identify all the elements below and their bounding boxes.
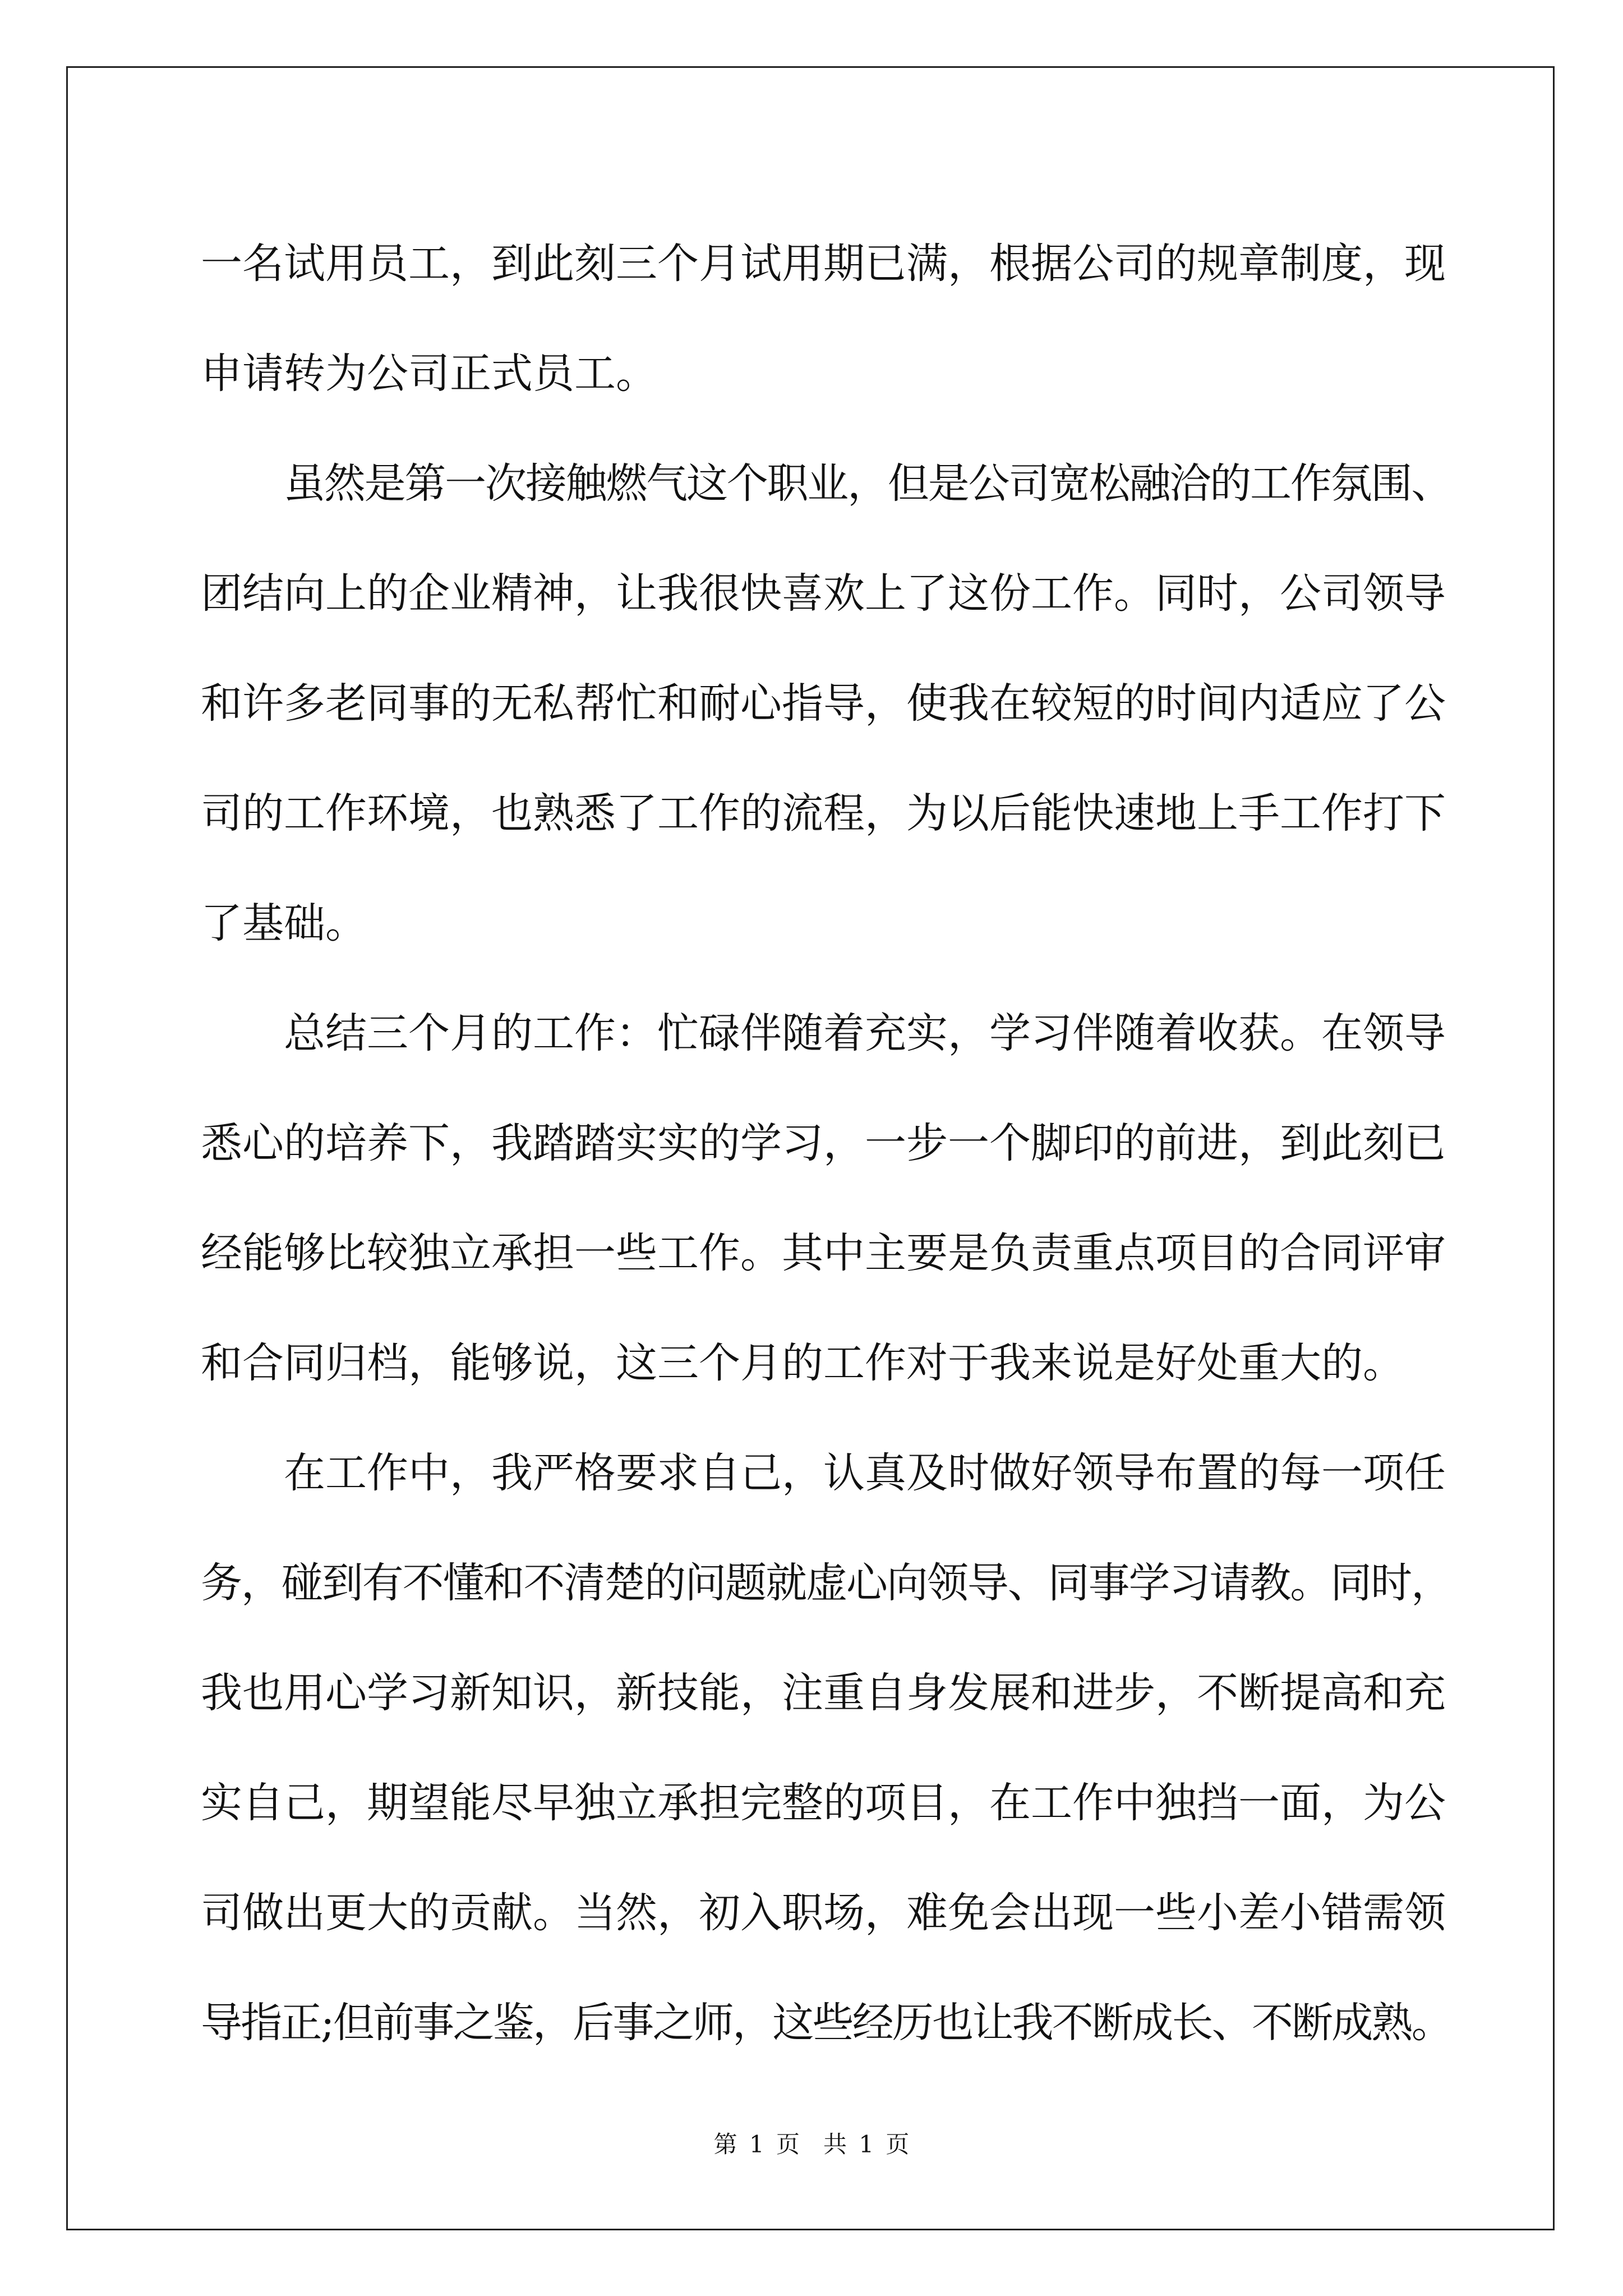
paragraph-first-line: 总结三个月的工作：忙碌伴随着充实，学习伴随着收获。在领导 [284, 1009, 1446, 1057]
text-line: 一名试用员工，到此刻三个月试用期已满，根据公司的规章制度，现 [201, 240, 1446, 288]
paragraph-first-line: 虽然是第一次接触燃气这个职业，但是公司宽松融洽的工作氛围、 [284, 459, 1451, 508]
document-body [201, 209, 1451, 2078]
text-line: 和许多老同事的无私帮忙和耐心指导，使我在较短的时间内适应了公 [201, 679, 1446, 728]
text-line: 务，碰到有不懂和不清楚的问题就虚心向领导、同事学习请教。同时， [201, 1559, 1451, 1607]
paragraph-first-line: 在工作中，我严格要求自己，认真及时做好领导布置的每一项任 [284, 1449, 1446, 1497]
text-line: 我也用心学习新知识，新技能，注重自身发展和进步，不断提高和充 [201, 1669, 1446, 1717]
text-line: 和合同归档，能够说，这三个月的工作对于我来说是好处重大的。 [201, 1339, 1404, 1387]
text-line: 经能够比较独立承担一些工作。其中主要是负责重点项目的合同评审 [201, 1229, 1446, 1277]
text-line: 司的工作环境，也熟悉了工作的流程，为以后能快速地上手工作打下 [201, 789, 1446, 838]
text-line: 团结向上的企业精神，让我很快喜欢上了这份工作。同时，公司领导 [201, 569, 1446, 618]
text-line: 申请转为公司正式员工。 [201, 349, 657, 398]
text-line: 悉心的培养下，我踏踏实实的学习，一步一个脚印的前进，到此刻已 [201, 1119, 1446, 1167]
text-line: 司做出更大的贡献。当然，初入职场，难免会出现一些小差小错需领 [201, 1889, 1446, 1937]
text-line: 导指正;但前事之鉴，后事之师，这些经历也让我不断成长、不断成熟。 [201, 1999, 1451, 2047]
page-footer: 第 1 页 共 1 页 [713, 2131, 910, 2158]
text-line: 了基础。 [201, 899, 367, 947]
text-line: 实自己，期望能尽早独立承担完整的项目，在工作中独挡一面，为公 [201, 1779, 1446, 1827]
